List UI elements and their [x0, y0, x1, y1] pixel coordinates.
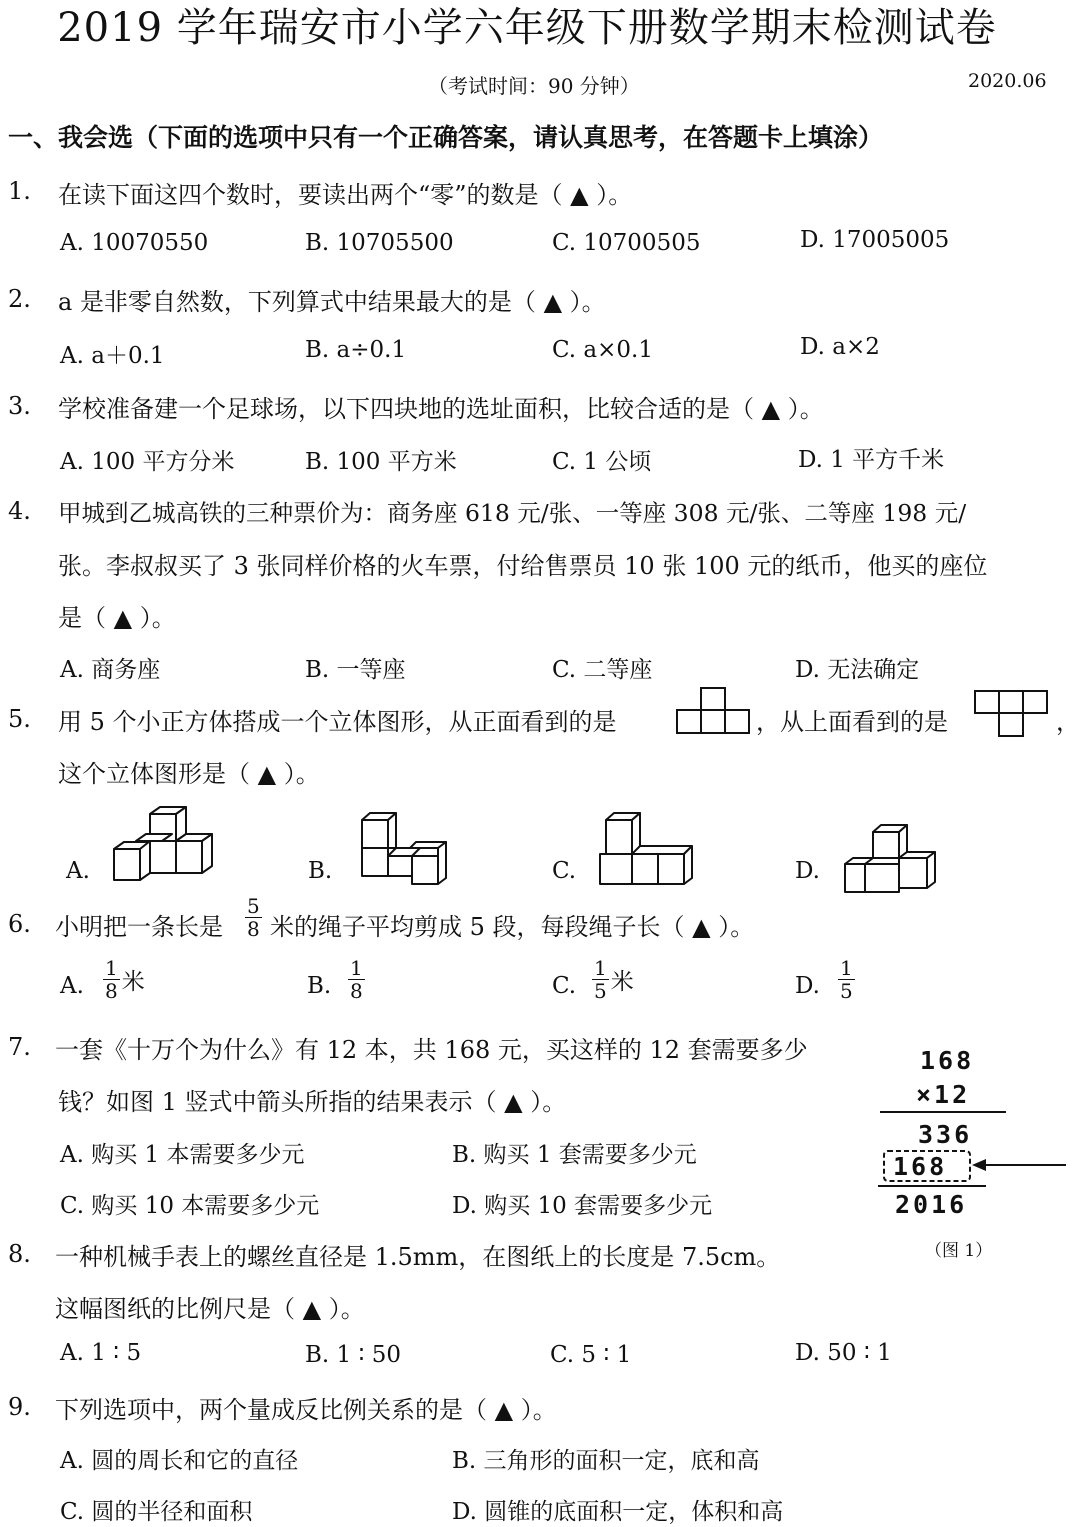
option-b: B. 100 平方米 [305, 449, 457, 475]
option-c: C. a×0.1 [552, 337, 653, 363]
option-b: B. [307, 973, 332, 999]
calc-rule-bottom [878, 1184, 988, 1188]
cube-figure-d [843, 824, 939, 896]
question-text: 下列选项中，两个量成反比例关系的是（ ▲ ）。 [55, 1396, 557, 1424]
question-text: 这个立体图形是（ ▲ ）。 [58, 760, 320, 788]
option-d: D. 购买 10 套需要多少元 [452, 1193, 713, 1219]
cube-figure-b [360, 812, 452, 888]
option-a: A. 商务座 [60, 657, 161, 683]
option-b: B. 购买 1 套需要多少元 [452, 1142, 697, 1168]
calc-rule-top [880, 1110, 1008, 1114]
option-d: D. 17005005 [800, 227, 950, 253]
option-d: D. [795, 973, 820, 999]
option-c: C. 10700505 [552, 230, 701, 256]
option-c-fraction: $\frac{1}{5}$ 米 [594, 956, 634, 1003]
question-number: 9. [8, 1393, 31, 1421]
calc-shifted-product: 168 [893, 1152, 948, 1181]
question-text: 一种机械手表上的螺丝直径是 1.5mm，在图纸上的长度是 7.5cm。 [55, 1243, 781, 1271]
question-text: 小明把一条长是 [55, 913, 223, 941]
question-text: 米的绳子平均剪成 5 段，每段绳子长（ ▲ ）。 [270, 913, 755, 941]
option-c: C. 1 公顷 [552, 449, 652, 475]
option-b: B. 1 ∶ 50 [305, 1342, 402, 1368]
question-number: 2. [8, 285, 31, 313]
option-b: B. a÷0.1 [305, 337, 407, 363]
question-text: 这幅图纸的比例尺是（ ▲ ）。 [55, 1295, 365, 1323]
option-b: B. 一等座 [305, 657, 406, 683]
question-text: 钱？如图 1 竖式中箭头所指的结果表示（ ▲ ）。 [58, 1088, 567, 1116]
fraction-five-eighths: $\frac{5}{8}$ [247, 894, 260, 941]
option-b: B. [308, 858, 333, 884]
option-a: A. [66, 858, 90, 884]
question-number: 6. [8, 910, 31, 938]
section-heading: 一、我会选（下面的选项中只有一个正确答案，请认真思考，在答题卡上填涂） [8, 123, 884, 152]
option-d: D. a×2 [800, 334, 880, 360]
option-c: C. 二等座 [552, 657, 653, 683]
option-a: A. 圆的周长和它的直径 [60, 1448, 299, 1474]
calc-multiplier: ×12 [916, 1080, 971, 1109]
option-b: B. 三角形的面积一定，底和高 [452, 1448, 760, 1474]
question-number: 4. [8, 497, 31, 525]
page-title: 2019 学年瑞安市小学六年级下册数学期末检测试卷 [57, 5, 997, 51]
question-number: 8. [8, 1240, 31, 1268]
exam-date: 2020.06 [968, 70, 1047, 92]
option-a: A. a＋0.1 [60, 343, 165, 369]
calc-partial-product: 336 [918, 1120, 973, 1149]
option-a-fraction: $\frac{1}{8}$ 米 [105, 956, 145, 1003]
option-b-fraction: $\frac{1}{8}$ [350, 956, 363, 1003]
question-text: a 是非零自然数，下列算式中结果最大的是（ ▲ ）。 [58, 288, 606, 316]
arrow-icon [970, 1156, 1066, 1176]
cube-figure-c [598, 812, 696, 888]
option-a: A. 购买 1 本需要多少元 [60, 1142, 305, 1168]
question-number: 7. [8, 1033, 31, 1061]
calc-multiplicand: 168 [920, 1046, 975, 1075]
option-c: C. [552, 973, 577, 999]
option-c: C. 5 ∶ 1 [550, 1342, 632, 1368]
question-text: 是（ ▲ ）。 [58, 604, 176, 632]
option-a: A. 10070550 [60, 230, 209, 256]
calc-result: 2016 [895, 1190, 968, 1219]
option-a: A. [60, 973, 84, 999]
option-c: C. 购买 10 本需要多少元 [60, 1193, 320, 1219]
question-text: 用 5 个小正方体搭成一个立体图形，从正面看到的是 [58, 708, 617, 736]
question-text: 在读下面这四个数时，要读出两个“零”的数是（ ▲ ）。 [58, 181, 633, 209]
option-d: D. 50 ∶ 1 [795, 1340, 892, 1366]
option-d: D. 1 平方千米 [798, 447, 945, 473]
option-a: A. 100 平方分米 [60, 449, 235, 475]
option-c: C. 圆的半径和面积 [60, 1499, 253, 1525]
option-b: B. 10705500 [305, 230, 454, 256]
question-text: ， [1056, 708, 1080, 736]
question-text: 学校准备建一个足球场，以下四块地的选址面积，比较合适的是（ ▲ ）。 [58, 395, 824, 423]
front-view-figure [676, 687, 752, 735]
option-d-fraction: $\frac{1}{5}$ [840, 956, 853, 1003]
question-text: 一套《十万个为什么》有 12 本，共 168 元，买这样的 12 套需要多少 [55, 1036, 808, 1064]
question-text: 甲城到乙城高铁的三种票价为：商务座 618 元/张、一等座 308 元/张、二等座 198 元/ [58, 499, 967, 527]
question-number: 3. [8, 392, 31, 420]
figure-caption: （图 1） [925, 1241, 993, 1261]
question-text: 张。李叔叔买了 3 张同样价格的火车票，付给售票员 10 张 100 元的纸币，他买的座位 [58, 552, 988, 580]
option-d: D. 圆锥的底面积一定，体积和高 [452, 1499, 784, 1525]
question-number: 1. [8, 177, 31, 205]
question-number: 5. [8, 705, 31, 733]
option-d: D. [795, 858, 820, 884]
top-view-figure [974, 690, 1050, 738]
option-d: D. 无法确定 [795, 657, 920, 683]
exam-time: （考试时间：90 分钟） [428, 74, 640, 98]
option-a: A. 1 ∶ 5 [60, 1340, 142, 1366]
cube-figure-a [112, 806, 222, 884]
option-c: C. [552, 858, 577, 884]
question-text: ，从上面看到的是 [756, 708, 948, 736]
